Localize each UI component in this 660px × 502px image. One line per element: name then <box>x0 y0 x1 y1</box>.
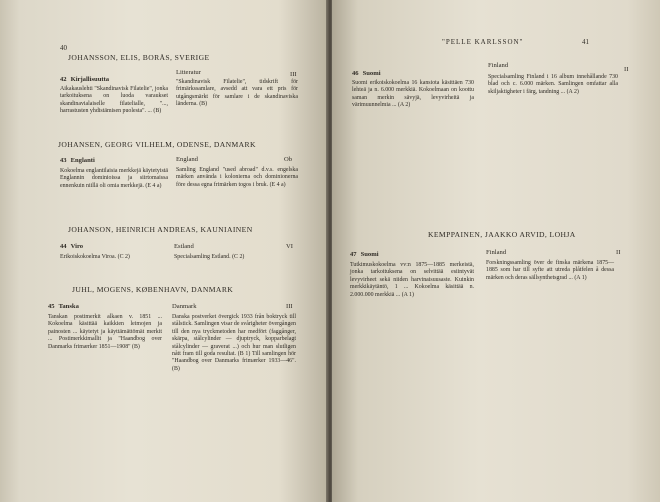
entry-rhs-text: Specialsamling Finland i 16 album innehållande 730 blad och c. 6.000 märken. Samlingen omfattar alla skiljaktigheter i färg, tandning ... (A 2) <box>488 74 618 95</box>
entry-text: Tutkimuskokoelma vv:n 1875—1885 merkeistä, jonka tarkoituksena on selvittää esiintyvät levyvirheet sekä niiden harvinaisuusaste. Kuinkin merkkikäytäntö, 1 ... Kokoelma käsittää n. 2.000.000 merkkiä ... (A 1) <box>350 262 474 298</box>
entry-subject: Viro <box>70 243 84 250</box>
entry-rhs-title: Danmark <box>172 303 197 310</box>
entry-text: Suomi erikoiskokoelma 16 kansiota käsittäen 730 lehteä ja n. 6.000 merkkiä. Kokoelmaan on koottu saman merkin sävyjä, levyvirheitä ja värimuunnelmia ... (A 2) <box>352 80 474 109</box>
entry-number: 43 <box>60 157 67 164</box>
entry-rhs-title: England <box>176 156 198 163</box>
section-heading: JOHANSEN, GEORG VILHELM, ODENSE, DANMARK <box>58 140 256 149</box>
entry-title <box>60 243 83 250</box>
entry-subject: Englanti <box>70 157 95 164</box>
section-heading: KEMPPAINEN, JAAKKO ARVID, LOHJA <box>428 230 576 239</box>
entry-rhs-text: Forskningssamling över de finska märkena 1875—1885 som har till syfte att utreda plåtfelen å dessa märken och deras sällsynthetsgrad ... (A 1) <box>486 260 614 281</box>
entry-subject: Suomi <box>360 251 379 258</box>
left-page <box>0 0 328 502</box>
entry-title <box>60 157 95 164</box>
page-number: 41 <box>582 38 589 46</box>
entry-title <box>60 76 109 83</box>
entry-class: III <box>286 303 293 310</box>
entry-class: II <box>616 249 621 256</box>
entry-title <box>350 251 379 258</box>
entry-class: II <box>624 66 629 73</box>
entry-text: Erikoiskokoelma Viroa. (C 2) <box>60 254 130 260</box>
page-number: 40 <box>60 44 67 52</box>
entry-class: III <box>290 71 297 78</box>
entry-rhs-text: "Skandinavisk Filatelie", tidskrift för frimärkssamlare, avsedd att vara ett pris för utgångsmärkt för samlare i de skandinaviska länderna. (B) <box>176 79 298 108</box>
entry-class: Ob <box>284 156 293 163</box>
entry-class: VI <box>286 243 293 250</box>
entry-rhs-title: Finland <box>486 249 507 256</box>
entry-subject: Kirjallisuutta <box>70 76 110 83</box>
entry-subject: Tanska <box>58 303 79 310</box>
entry-number: 44 <box>60 243 67 250</box>
entry-rhs-title: Finland <box>488 62 509 69</box>
section-heading: JOHANSON, HEINRICH ANDREAS, KAUNIAINEN <box>68 225 253 234</box>
entry-number: 47 <box>350 251 357 258</box>
entry-number: 46 <box>352 70 359 77</box>
entry-rhs-text: Specialsamling Estland. (C 2) <box>174 254 245 260</box>
entry-text: Kokoelma englantilaisia merkkejä käytetyistä Englannin dominioissa ja siirtomaissa ennenkuin niillä oli omia merkkejä. (E 4 a) <box>60 168 168 189</box>
entry-text: Tanskan postimerkit alkaen v. 1851 ... Kokoelma käsittää kaikkien leimojen ja painosten ... käytetyt ja käyttämättömät merkit ... Postimerkkimallit ja "Haandbog over Danmarks frimærker 1851—1908" (B) <box>48 314 162 350</box>
entry-rhs-text: Samling England "used abroad" d.v.s. engelska märken använda i kolonierna och dominionerna före dessa egna frimärken togos i bruk. (E 4 a) <box>176 167 298 188</box>
entry-number: 45 <box>48 303 55 310</box>
entry-subject: Suomi <box>362 70 381 77</box>
section-heading: JUHL, MOGENS, KØBENHAVN, DANMARK <box>72 285 234 294</box>
entry-rhs-text: Danska postverket övergick 1933 från boktryck till stålstick. Samlingen visar de svårigheter övergången till den nya tryckmetoden har medfört (faggånger, skärpa, stålcylinder — djuptryck, kopparbelagt stålcylinder — graverat ...) och hur man slutligen nått fram till goda resultat. (B 1) Till samlingen hör "Haandbog over Danmarks frimærker 1933—46". (B) <box>172 314 296 372</box>
right-page <box>332 0 660 502</box>
entry-text: Aikakauslehti "Skandinavisk Filatelie", jonka tarkoituksena on luoda varaukset skandinavialaiselle filatelialle, "..., harrastusten yhdistämisen puolesta". ... (B) <box>60 86 168 115</box>
section-heading: JOHANSSON, ELIS, BORÅS, SVERIGE <box>68 53 210 62</box>
entry-rhs-title: Litteratur <box>176 69 201 76</box>
entry-title <box>48 303 79 310</box>
entry-number: 42 <box>60 76 67 83</box>
running-head: "PELLE KARLSSON" <box>442 38 524 46</box>
entry-title <box>352 70 381 77</box>
entry-rhs-title: Estland <box>174 243 194 250</box>
